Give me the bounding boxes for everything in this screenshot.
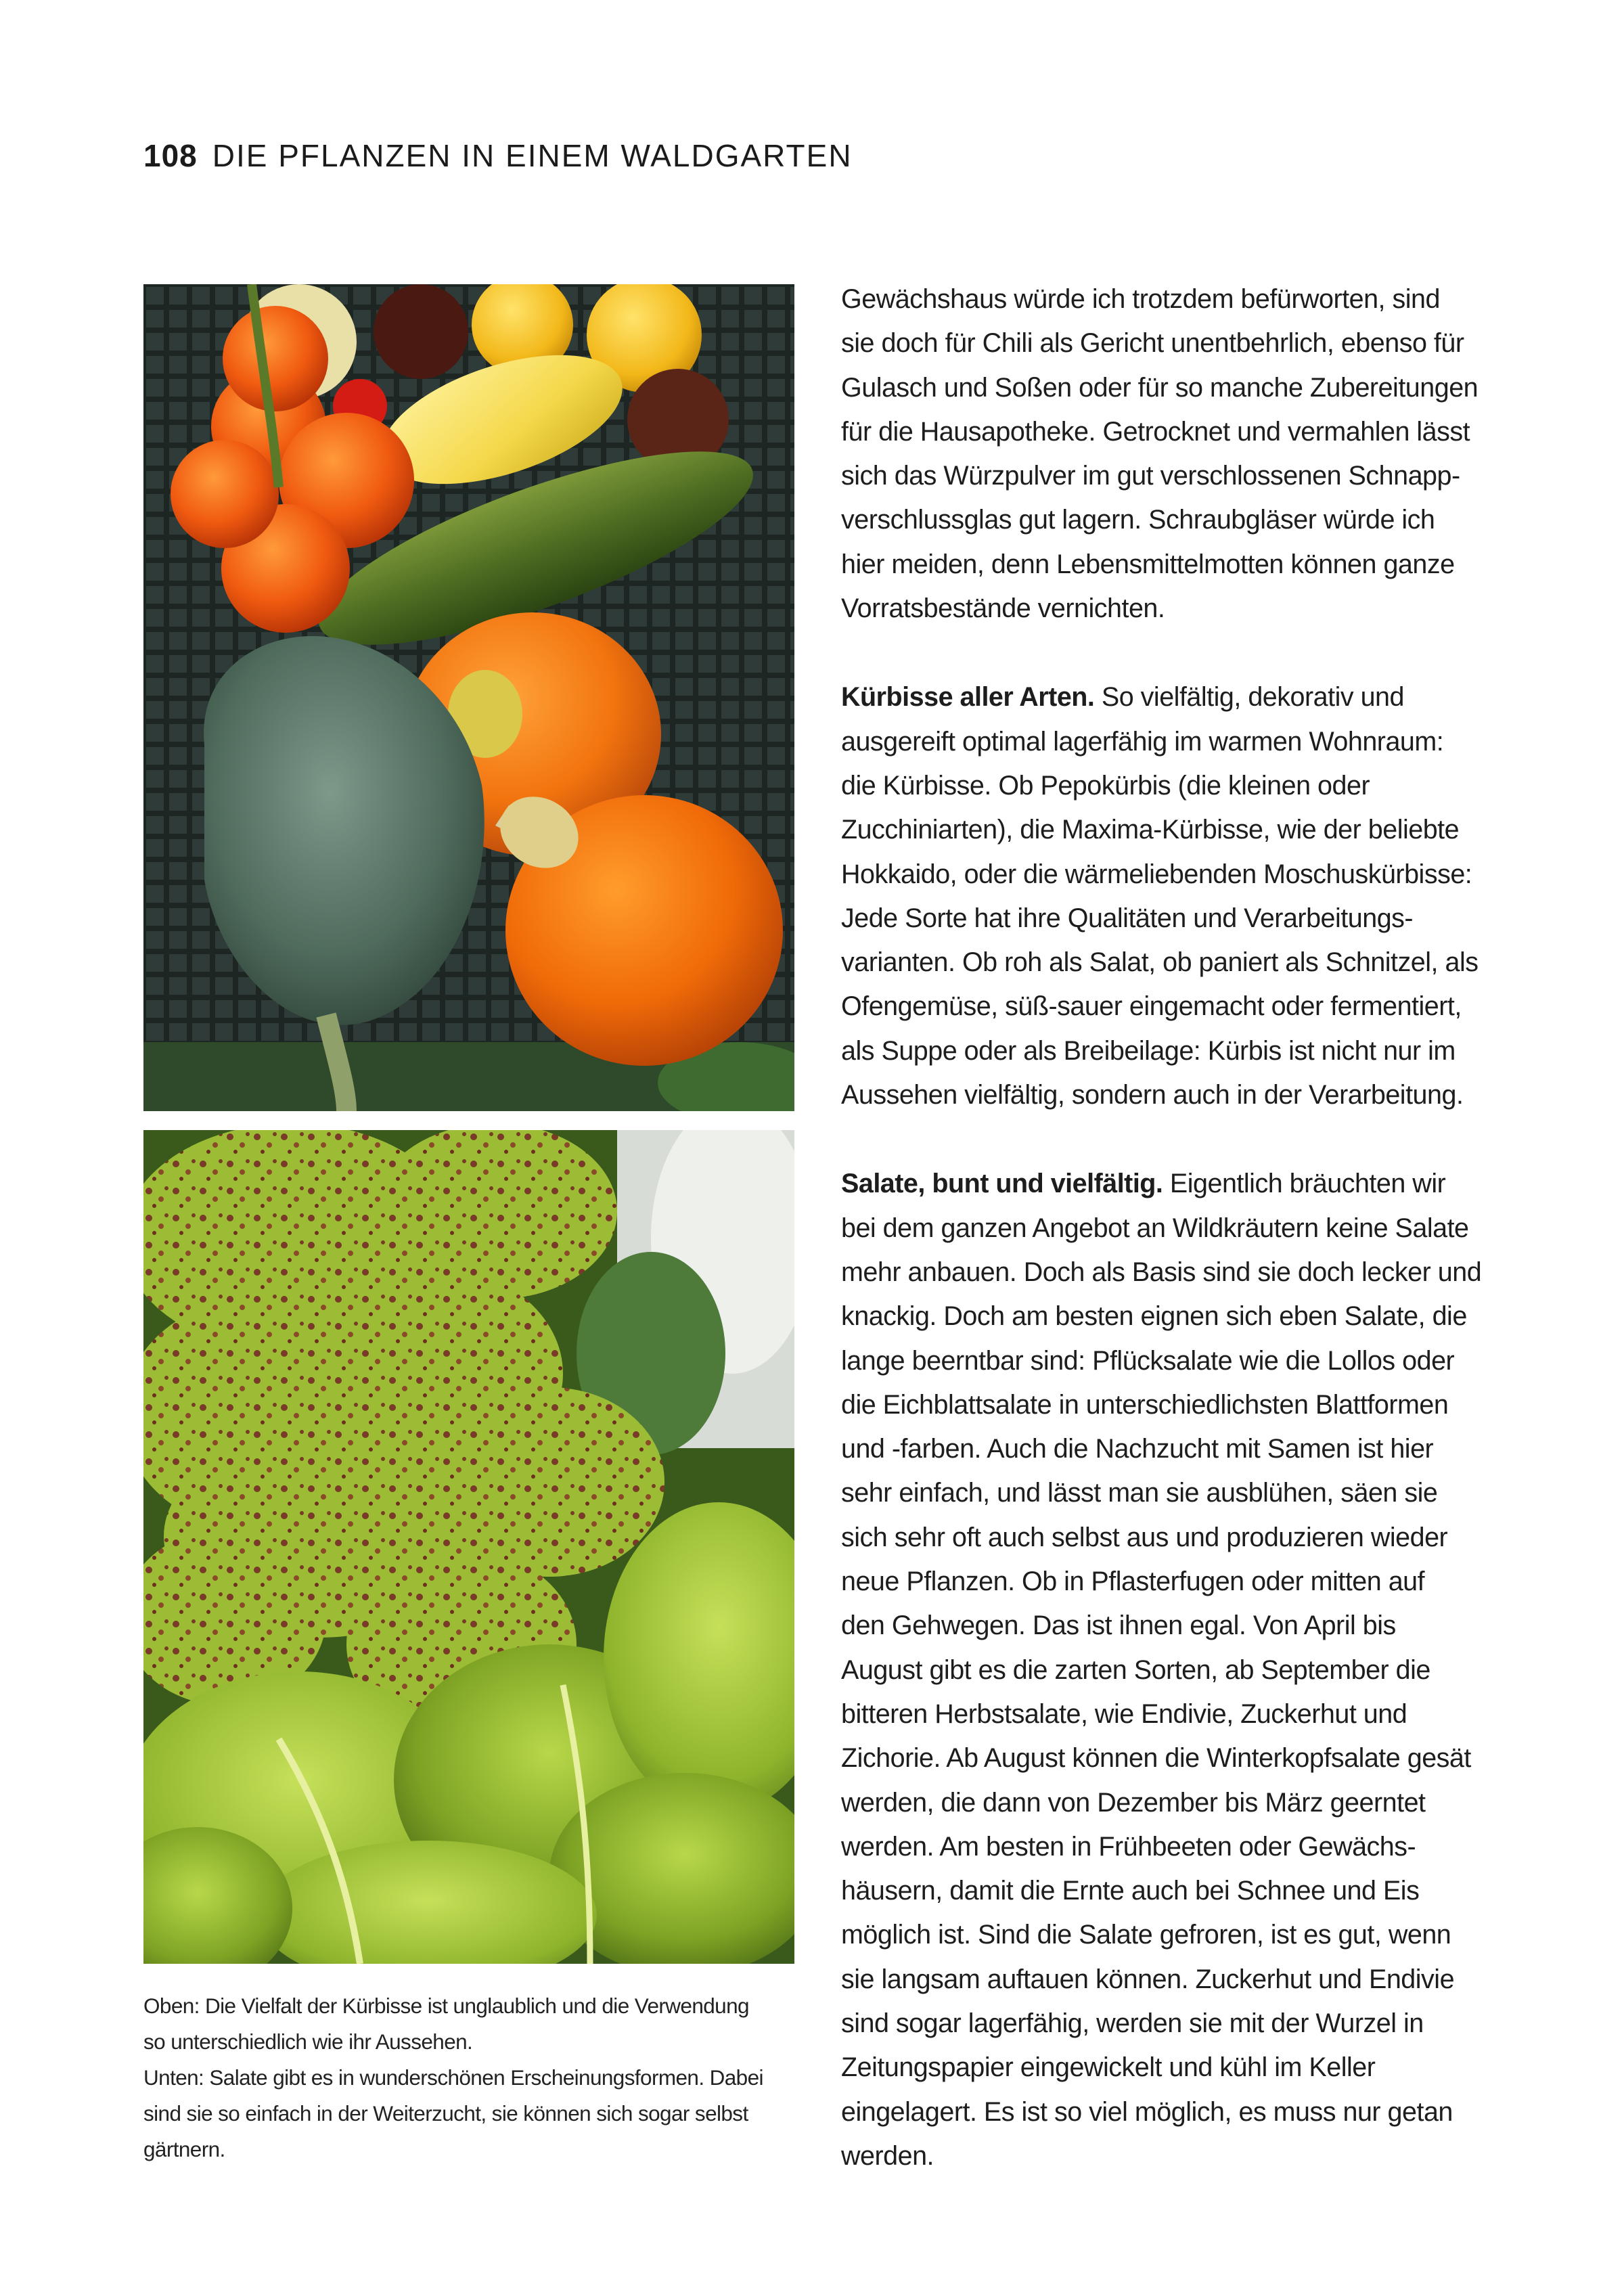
paragraph-lead: Kürbisse aller Arten. xyxy=(841,682,1095,713)
text-line: werden. Am besten in Frühbeeten oder Gewächs- xyxy=(841,1831,1416,1862)
text-line: Vorratsbestände vernichten. xyxy=(841,593,1165,624)
text-line: für die Hausapotheke. Getrocknet und vermahlen lässt xyxy=(841,416,1470,447)
text-line: Hokkaido, oder die wärmeliebenden Moschuskürbisse: xyxy=(841,859,1472,889)
paragraph-greenhouse xyxy=(841,277,1491,631)
text-line: den Gehwegen. Das ist ihnen egal. Von April bis xyxy=(841,1611,1396,1641)
text-line: Gulasch und Soßen oder für so manche Zubereitungen xyxy=(841,372,1479,403)
text-line: häusern, damit die Ernte auch bei Schnee und Eis xyxy=(841,1876,1420,1906)
text-line: und -farben. Auch die Nachzucht mit Samen ist hier xyxy=(841,1434,1434,1464)
text-line: Zucchiniarten), die Maxima-Kürbisse, wie der beliebte xyxy=(841,815,1460,845)
text-line: Jede Sorte hat ihre Qualitäten und Verarbeitungs- xyxy=(841,903,1414,933)
running-header xyxy=(143,135,853,176)
paragraph-salate xyxy=(841,1162,1491,2178)
text-line: sich das Würzpulver im gut verschlossenen Schnapp- xyxy=(841,461,1460,491)
text-line: eingelagert. Es ist so viel möglich, es muss nur getan xyxy=(841,2096,1453,2127)
section-title: DIE PFLANZEN IN EINEM WALDGARTEN xyxy=(212,138,853,173)
pumpkin-crate-icon xyxy=(143,284,794,1111)
text-line: bei dem ganzen Angebot an Wildkräutern keine Salate xyxy=(841,1213,1469,1243)
text-line: Aussehen vielfältig, sondern auch in der Verarbeitung. xyxy=(841,1080,1464,1110)
text-line: knackig. Doch am besten eignen sich eben Salate, die xyxy=(841,1301,1467,1332)
text-line: als Suppe oder als Breibeilage: Kürbis ist nicht nur im xyxy=(841,1035,1456,1066)
text-line: möglich ist. Sind die Salate gefroren, ist es gut, wenn xyxy=(841,1920,1451,1950)
text-line: sind sogar lagerfähig, werden sie mit der Wurzel in xyxy=(841,2008,1424,2038)
text-line: hier meiden, denn Lebensmittelmotten können ganze xyxy=(841,549,1455,579)
text-line: die Kürbisse. Ob Pepokürbis (die kleinen oder xyxy=(841,770,1370,801)
text-line: Zeitungspapier eingewickelt und kühl im Keller xyxy=(841,2052,1376,2083)
caption-line: sind sie so einfach in der Weiterzucht, sie können sich sogar selbst xyxy=(143,2101,748,2126)
text-line: die Eichblattsalate in unterschiedlichsten Blattformen xyxy=(841,1389,1449,1420)
text-line: werden, die dann von Dezember bis März geerntet xyxy=(841,1787,1426,1818)
text-line: Zichorie. Ab August können die Winterkopfsalate gesät xyxy=(841,1743,1471,1774)
text-line: August gibt es die zarten Sorten, ab September die xyxy=(841,1655,1430,1685)
text-line: sehr einfach, und lässt man sie ausblühen, säen sie xyxy=(841,1478,1438,1508)
paragraph-lead: Salate, bunt und vielfältig. xyxy=(841,1169,1163,1199)
caption-line: gärtnern. xyxy=(143,2137,225,2161)
text-line: Eigentlich bräuchten wir xyxy=(1163,1169,1446,1199)
text-line: lange beerntbar sind: Pflücksalate wie die Lollos oder xyxy=(841,1345,1455,1376)
page-number: 108 xyxy=(143,138,198,173)
text-line: werden. xyxy=(841,2140,934,2171)
text-line: sie doch für Chili als Gericht unentbehrlich, ebenso für xyxy=(841,328,1464,359)
text-line: mehr anbauen. Doch als Basis sind sie doch lecker und xyxy=(841,1257,1482,1287)
text-line: sich sehr oft auch selbst aus und produzieren wieder xyxy=(841,1522,1448,1552)
paragraph-kuerbisse xyxy=(841,675,1491,1117)
caption-line: Oben: Die Vielfalt der Kürbisse ist unglaublich und die Verwendung xyxy=(143,1994,749,2018)
body-text-column xyxy=(841,277,1491,2178)
lettuce-icon xyxy=(143,1130,794,1964)
caption-line: Unten: Salate gibt es in wunderschönen Erscheinungsformen. Dabei xyxy=(143,2065,763,2090)
text-line: So vielfältig, dekorativ und xyxy=(1094,682,1404,713)
lettuce-photo xyxy=(143,1130,794,1964)
caption-line: so unterschiedlich wie ihr Aussehen. xyxy=(143,2029,473,2054)
text-line: Gewächshaus würde ich trotzdem befürworten, sind xyxy=(841,284,1440,314)
text-line: sie langsam auftauen können. Zuckerhut und Endivie xyxy=(841,1964,1455,1994)
photo-caption xyxy=(143,1988,800,2167)
text-line: verschlussglas gut lagern. Schraubgläser würde ich xyxy=(841,505,1435,535)
text-line: bitteren Herbstsalate, wie Endivie, Zuckerhut und xyxy=(841,1699,1407,1729)
text-line: ausgereift optimal lagerfähig im warmen Wohnraum: xyxy=(841,726,1444,757)
pumpkin-crate-photo xyxy=(143,284,794,1111)
text-line: varianten. Ob roh als Salat, ob paniert als Schnitzel, als xyxy=(841,947,1479,978)
text-line: Ofengemüse, süß-sauer eingemacht oder fermentiert, xyxy=(841,991,1462,1022)
text-line: neue Pflanzen. Ob in Pflasterfugen oder mitten auf xyxy=(841,1567,1425,1597)
